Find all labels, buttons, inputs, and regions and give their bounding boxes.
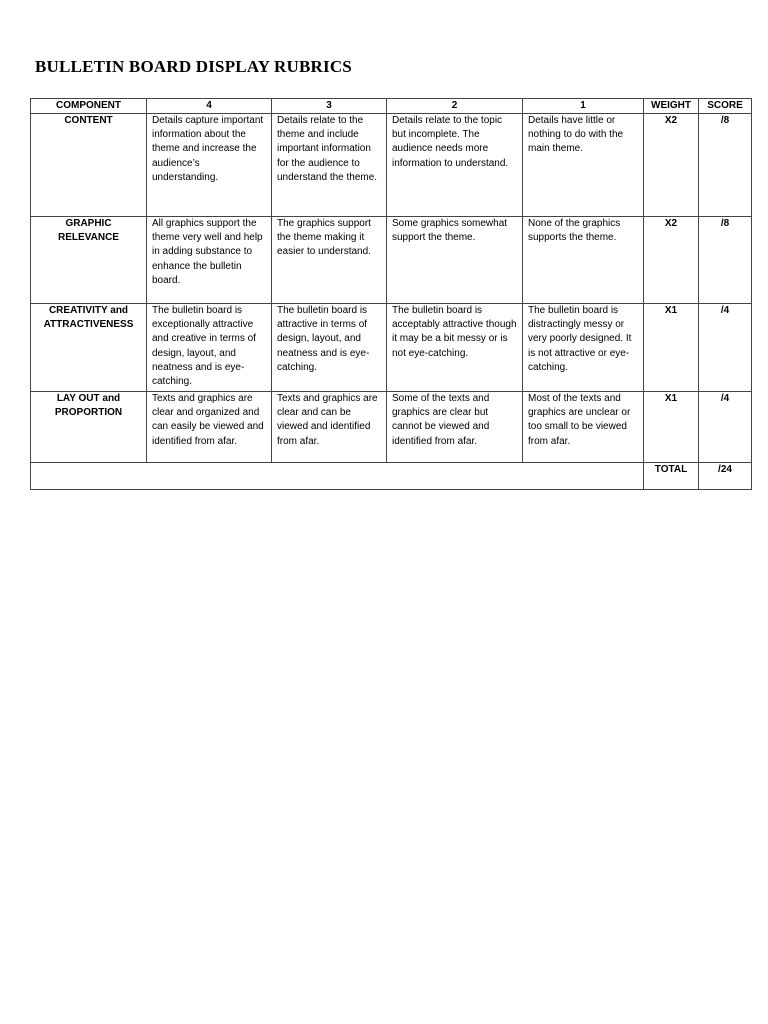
header-level-3: 3: [272, 99, 387, 114]
rubric-table: [30, 98, 752, 490]
level-3-cell: The bulletin board is attractive in terms of design, layout, and neatness and is eye-catching.: [272, 304, 387, 392]
header-weight: WEIGHT: [644, 99, 699, 114]
table-row: [31, 304, 752, 392]
level-4-cell: Details capture important information about the theme and increase the audience’s understanding.: [147, 114, 272, 217]
level-1-cell: Most of the texts and graphics are unclear or too small to be viewed from afar.: [523, 392, 644, 463]
level-2-cell: The bulletin board is acceptably attractive though it may be a bit messy or is not eye-catching.: [387, 304, 523, 392]
level-3-cell: Details relate to the theme and include important information for the audience to understand the theme.: [272, 114, 387, 217]
weight-cell: X2: [644, 217, 699, 304]
level-2-cell: Some of the texts and graphics are clear but cannot be viewed and identified from afar.: [387, 392, 523, 463]
component-cell: GRAPHIC RELEVANCE: [31, 217, 147, 304]
header-row: [31, 99, 752, 114]
header-score: SCORE: [699, 99, 752, 114]
level-3-cell: The graphics support the theme making it easier to understand.: [272, 217, 387, 304]
weight-cell: X2: [644, 114, 699, 217]
level-2-cell: Some graphics somewhat support the theme.: [387, 217, 523, 304]
header-level-2: 2: [387, 99, 523, 114]
table-row: [31, 114, 752, 217]
score-cell: /8: [699, 217, 752, 304]
header-level-1: 1: [523, 99, 644, 114]
level-1-cell: The bulletin board is distractingly messy or very poorly designed. It is not attractive or eye-catching.: [523, 304, 644, 392]
total-row: [31, 463, 752, 490]
document-title: BULLETIN BOARD DISPLAY RUBRICS: [35, 57, 352, 76]
score-cell: /4: [699, 392, 752, 463]
level-2-cell: Details relate to the topic but incomplete. The audience needs more information to understand.: [387, 114, 523, 217]
level-4-cell: The bulletin board is exceptionally attractive and creative in terms of design, layout, and neatness and is eye-catching.: [147, 304, 272, 392]
level-1-cell: Details have little or nothing to do with the main theme.: [523, 114, 644, 217]
header-level-4: 4: [147, 99, 272, 114]
header-component: COMPONENT: [31, 99, 147, 114]
level-4-cell: Texts and graphics are clear and organized and can easily be viewed and identified from afar.: [147, 392, 272, 463]
component-cell: CONTENT: [31, 114, 147, 217]
table-row: [31, 217, 752, 304]
score-cell: /4: [699, 304, 752, 392]
level-1-cell: None of the graphics supports the theme.: [523, 217, 644, 304]
weight-cell: X1: [644, 392, 699, 463]
total-label: TOTAL: [644, 463, 699, 490]
weight-cell: X1: [644, 304, 699, 392]
component-cell: CREATIVITY and ATTRACTIVENESS: [31, 304, 147, 392]
score-cell: /8: [699, 114, 752, 217]
level-4-cell: All graphics support the theme very well and help in adding substance to enhance the bulletin board.: [147, 217, 272, 304]
total-spacer-cell: [31, 463, 644, 490]
component-cell: LAY OUT and PROPORTION: [31, 392, 147, 463]
level-3-cell: Texts and graphics are clear and can be viewed and identified from afar.: [272, 392, 387, 463]
table-row: [31, 392, 752, 463]
total-score: /24: [699, 463, 752, 490]
